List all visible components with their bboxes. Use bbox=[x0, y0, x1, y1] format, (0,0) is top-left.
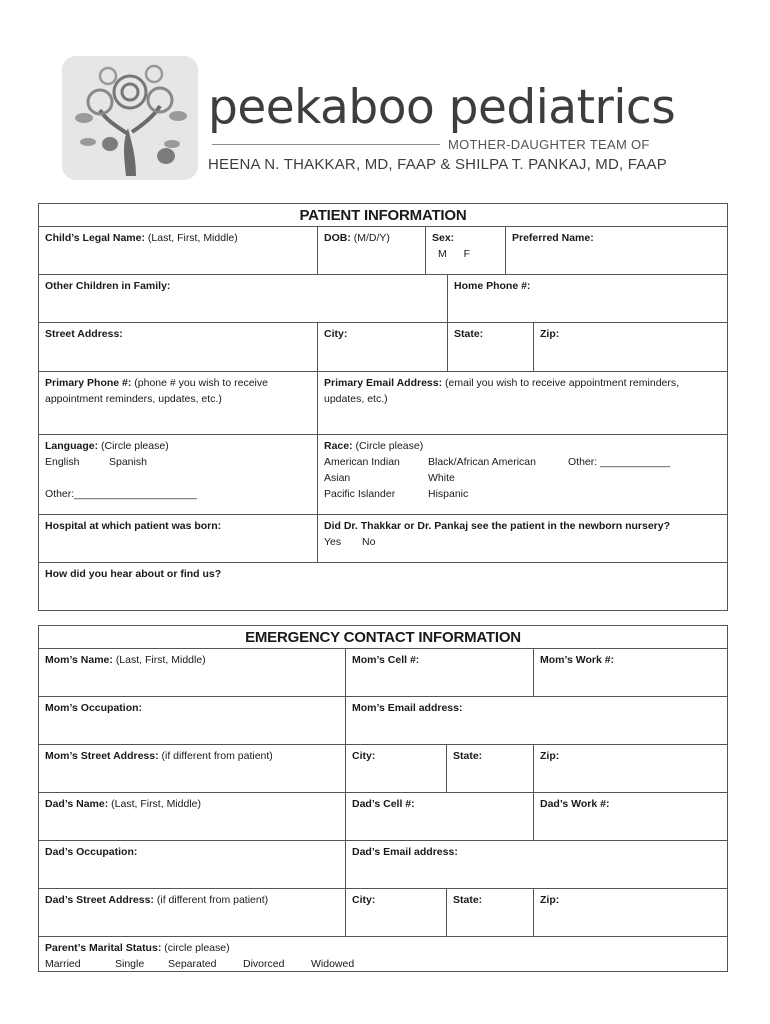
field-label: Race: bbox=[324, 440, 353, 452]
field-label: Mom’s Work #: bbox=[540, 654, 615, 666]
field-hint: (phone # you wish to receive appointment reminders, updates, etc.) bbox=[45, 377, 268, 405]
mom-street-field[interactable] bbox=[39, 745, 346, 792]
language-option-english[interactable]: English bbox=[45, 456, 80, 468]
field-label: Zip: bbox=[540, 750, 560, 762]
brand-tagline: MOTHER-DAUGHTER TEAM OF bbox=[448, 137, 650, 152]
field-label: Mom’s Email address: bbox=[352, 702, 463, 714]
sex-option-m[interactable]: M bbox=[438, 248, 447, 260]
field-label: Dad’s Work #: bbox=[540, 798, 610, 810]
field-hint: (Last, First, Middle) bbox=[111, 798, 201, 810]
nursery-option-no[interactable]: No bbox=[362, 536, 376, 548]
form-row bbox=[39, 227, 727, 275]
race-option-american-indian[interactable]: American Indian bbox=[324, 456, 400, 468]
field-label: State: bbox=[453, 894, 483, 906]
mom-zip-field[interactable] bbox=[534, 745, 727, 792]
section-title: PATIENT INFORMATION bbox=[39, 204, 727, 227]
form-row bbox=[39, 435, 727, 515]
dad-state-field[interactable] bbox=[447, 889, 534, 936]
form-row bbox=[39, 793, 727, 841]
dad-street-field[interactable] bbox=[39, 889, 346, 936]
field-label: Primary Email Address: bbox=[324, 377, 443, 389]
field-label: Sex: bbox=[432, 232, 455, 244]
zip-field[interactable] bbox=[534, 323, 727, 371]
form-row bbox=[39, 649, 727, 697]
form-row bbox=[39, 563, 727, 610]
mom-occupation-field[interactable] bbox=[39, 697, 346, 744]
field-label: DOB: bbox=[324, 232, 351, 244]
field-label: Mom’s Cell #: bbox=[352, 654, 420, 666]
field-label: Other Children in Family: bbox=[45, 280, 171, 292]
section-title: EMERGENCY CONTACT INFORMATION bbox=[39, 626, 727, 649]
mom-work-field[interactable] bbox=[534, 649, 727, 696]
field-label: Dad’s Street Address: bbox=[45, 894, 154, 906]
field-label: Dad’s Email address: bbox=[352, 846, 458, 858]
marital-option-divorced[interactable]: Divorced bbox=[243, 958, 285, 970]
preferred-name-field[interactable] bbox=[506, 227, 727, 274]
field-label: Home Phone #: bbox=[454, 280, 531, 292]
field-label: Did Dr. Thakkar or Dr. Pankaj see the patient in the newborn nursery? bbox=[324, 520, 671, 532]
mom-name-field[interactable] bbox=[39, 649, 346, 696]
street-address-field[interactable] bbox=[39, 323, 318, 371]
form-row bbox=[39, 323, 727, 372]
city-field[interactable] bbox=[318, 323, 448, 371]
form-row bbox=[39, 937, 727, 971]
field-label: Hospital at which patient was born: bbox=[45, 520, 222, 532]
race-option-black[interactable]: Black/African American bbox=[428, 456, 536, 468]
race-field[interactable] bbox=[318, 435, 727, 514]
newborn-nursery-field[interactable] bbox=[318, 515, 727, 562]
marital-option-single[interactable]: Single bbox=[115, 958, 145, 970]
field-label: Zip: bbox=[540, 328, 560, 340]
field-hint: (circle please) bbox=[164, 942, 230, 954]
field-hint: (if different from patient) bbox=[161, 750, 273, 762]
mom-email-field[interactable] bbox=[346, 697, 727, 744]
form-row bbox=[39, 515, 727, 563]
form-row bbox=[39, 372, 727, 435]
field-label: Mom’s Occupation: bbox=[45, 702, 143, 714]
form-row bbox=[39, 745, 727, 793]
dad-occupation-field[interactable] bbox=[39, 841, 346, 888]
primary-phone-field[interactable] bbox=[39, 372, 318, 434]
dad-city-field[interactable] bbox=[346, 889, 447, 936]
home-phone-field[interactable] bbox=[448, 275, 727, 322]
field-label: Child’s Legal Name: bbox=[45, 232, 145, 244]
field-label: Mom’s Name: bbox=[45, 654, 113, 666]
field-hint: (if different from patient) bbox=[156, 894, 269, 906]
field-label: How did you hear about or find us? bbox=[45, 568, 222, 580]
race-option-empty bbox=[568, 486, 721, 502]
mom-city-field[interactable] bbox=[346, 745, 447, 792]
field-hint: (Circle please) bbox=[355, 440, 424, 452]
race-option-white[interactable]: White bbox=[428, 472, 455, 484]
form-row bbox=[39, 889, 727, 937]
field-label: Dad’s Occupation: bbox=[45, 846, 138, 858]
marital-option-separated[interactable]: Separated bbox=[168, 958, 217, 970]
tree-logo-icon bbox=[62, 56, 198, 180]
field-label: State: bbox=[453, 750, 483, 762]
referral-source-field[interactable] bbox=[39, 563, 727, 610]
birth-hospital-field[interactable] bbox=[39, 515, 318, 562]
nursery-option-yes[interactable]: Yes bbox=[324, 536, 342, 548]
field-label: Language: bbox=[45, 440, 99, 452]
emergency-contact-section bbox=[38, 625, 728, 972]
marital-status-field[interactable] bbox=[39, 937, 727, 971]
form-row bbox=[39, 841, 727, 889]
race-option-asian[interactable]: Asian bbox=[324, 472, 351, 484]
field-hint: (M/D/Y) bbox=[353, 232, 390, 244]
dad-work-field[interactable] bbox=[534, 793, 727, 840]
sex-field[interactable] bbox=[426, 227, 506, 274]
dad-name-field[interactable] bbox=[39, 793, 346, 840]
mom-state-field[interactable] bbox=[447, 745, 534, 792]
patient-information-section bbox=[38, 203, 728, 611]
other-children-field[interactable] bbox=[39, 275, 448, 322]
field-label: Dad’s Cell #: bbox=[352, 798, 415, 810]
field-label: Preferred Name: bbox=[512, 232, 594, 244]
field-hint: (Circle please) bbox=[101, 440, 169, 452]
race-option-other[interactable]: Other: ____________ bbox=[568, 456, 671, 468]
race-option-hispanic[interactable]: Hispanic bbox=[428, 488, 469, 500]
dad-zip-field[interactable] bbox=[534, 889, 727, 936]
field-label: Parent’s Marital Status: bbox=[45, 942, 162, 954]
brand-name: peekaboo pediatrics bbox=[208, 80, 676, 135]
marital-option-married[interactable]: Married bbox=[45, 958, 81, 970]
dad-cell-field[interactable] bbox=[346, 793, 534, 840]
race-option-empty bbox=[568, 470, 721, 486]
mom-cell-field[interactable] bbox=[346, 649, 534, 696]
race-option-pacific-islander[interactable]: Pacific Islander bbox=[324, 488, 396, 500]
marital-option-widowed[interactable]: Widowed bbox=[311, 958, 355, 970]
field-label: Dad’s Name: bbox=[45, 798, 109, 810]
field-label: State: bbox=[454, 328, 484, 340]
field-label: City: bbox=[352, 750, 376, 762]
field-hint: (email you wish to receive appointment reminders, updates, etc.) bbox=[324, 377, 680, 405]
field-label: Mom’s Street Address: bbox=[45, 750, 159, 762]
brand-divider bbox=[212, 144, 440, 145]
field-label: Zip: bbox=[540, 894, 560, 906]
child-legal-name-field[interactable] bbox=[39, 227, 318, 274]
dad-email-field[interactable] bbox=[346, 841, 727, 888]
field-hint: (Last, First, Middle) bbox=[147, 232, 238, 244]
form-row bbox=[39, 275, 727, 323]
field-label: Street Address: bbox=[45, 328, 123, 340]
sex-option-f[interactable]: F bbox=[463, 248, 471, 260]
doctors-names: HEENA N. THAKKAR, MD, FAAP & SHILPA T. PANKAJ, MD, FAAP bbox=[208, 156, 667, 173]
field-label: City: bbox=[324, 328, 348, 340]
primary-email-field[interactable] bbox=[318, 372, 727, 434]
dob-field[interactable] bbox=[318, 227, 426, 274]
state-field[interactable] bbox=[448, 323, 534, 371]
language-field[interactable] bbox=[39, 435, 318, 514]
form-row bbox=[39, 697, 727, 745]
language-option-spanish[interactable]: Spanish bbox=[109, 456, 147, 468]
language-other-input[interactable]: Other:_____________________ bbox=[45, 488, 197, 500]
field-label: City: bbox=[352, 894, 376, 906]
field-label: Primary Phone #: bbox=[45, 377, 132, 389]
field-hint: (Last, First, Middle) bbox=[115, 654, 206, 666]
